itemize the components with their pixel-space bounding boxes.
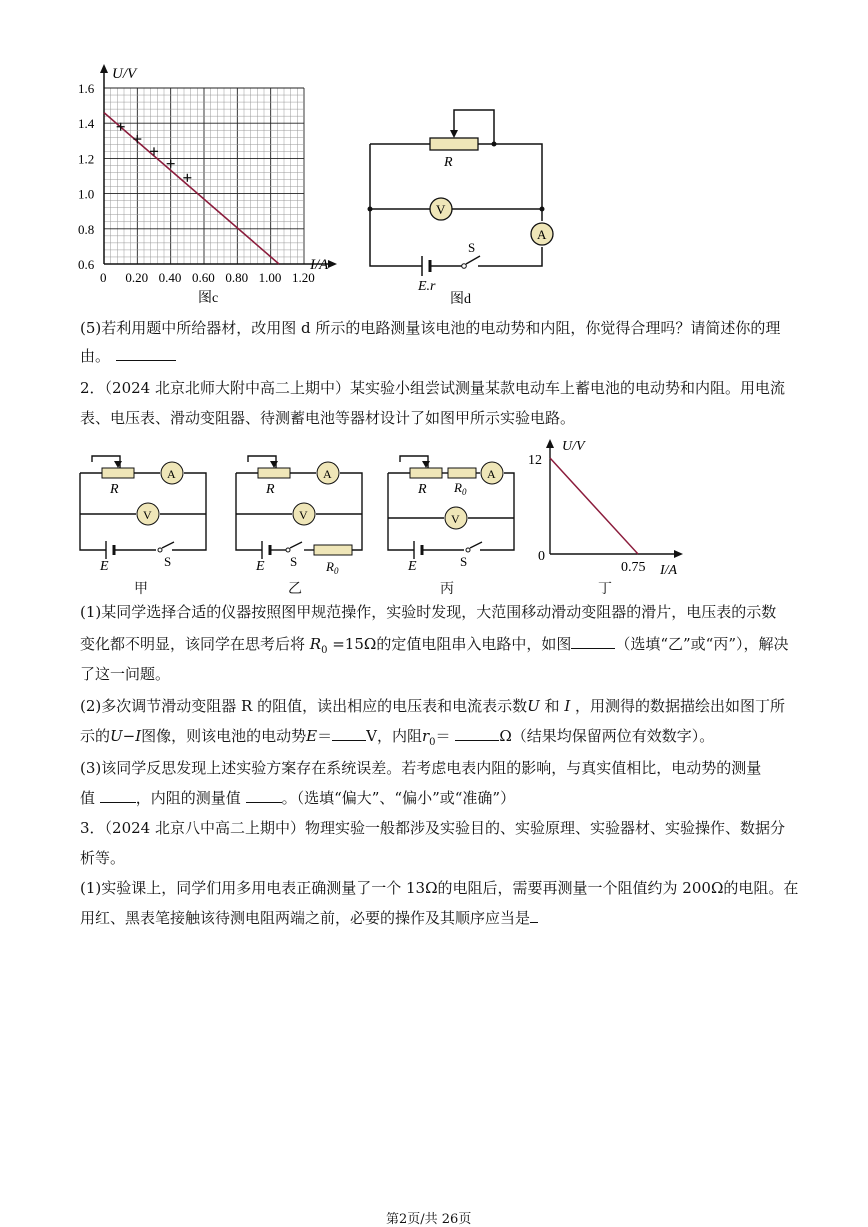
svg-text:A: A: [487, 467, 496, 481]
q2-title1: 2．（2024 北京北师大附中高二上期中）某实验小组尝试测量某款电动车上蓄电池的电动势和内阻。用电流: [80, 379, 785, 397]
q3-1-line1: (1)实验课上，同学们用多用电表正确测量了一个 13Ω的电阻后，需要再测量一个阻值约为 200Ω的电阻。在: [80, 879, 799, 897]
y-tick-label: 1.2: [78, 151, 95, 167]
x-tick-label: 1.20: [292, 270, 315, 285]
label-jia: 甲: [134, 581, 148, 597]
svg-text:12: 12: [528, 453, 542, 468]
u-i-line: [550, 458, 638, 554]
svg-text:R: R: [110, 482, 119, 497]
circuit-jia: [72, 450, 218, 575]
q2-1-line3: 了这一问题。: [80, 665, 171, 683]
svg-text:S: S: [290, 554, 298, 569]
svg-text:V: V: [143, 508, 152, 522]
svg-text:S: S: [460, 554, 468, 569]
data-point: [167, 160, 175, 168]
svg-text:E: E: [100, 559, 109, 574]
page-footer: 第2页/共 26页: [386, 1212, 472, 1227]
label-yi: 乙: [288, 581, 302, 597]
figure-d-circuit: [360, 96, 560, 308]
q1-5-line2: 由。: [80, 346, 176, 366]
q2-2-line2: 示的U−I图像，则该电池的电动势E＝ V，内阻$r_0= \Omega$（结果均保留两位有效数字）。: [80, 727, 715, 748]
svg-text:E: E: [408, 559, 417, 574]
answer-blank[interactable]: [571, 634, 615, 649]
answer-blank[interactable]: [332, 726, 366, 741]
answer-blank[interactable]: [116, 346, 176, 361]
svg-text:S: S: [468, 240, 476, 255]
svg-text:V: V: [436, 202, 446, 217]
svg-text:U/V: U/V: [562, 439, 585, 454]
circuit-bing: [380, 450, 526, 575]
answer-blank[interactable]: [246, 788, 282, 803]
data-point: [183, 174, 191, 182]
label-ding: 丁: [598, 581, 612, 597]
svg-text:E.r: E.r: [418, 279, 436, 294]
svg-text:A: A: [537, 227, 547, 242]
svg-text:0: 0: [538, 549, 545, 564]
svg-text:E: E: [256, 559, 265, 574]
svg-text:R: R: [418, 482, 427, 497]
answer-blank[interactable]: [530, 908, 538, 923]
y-tick-label: 1.0: [78, 186, 95, 202]
x-tick-label: 0: [100, 270, 107, 285]
svg-text:R0: $R_0$: [454, 480, 467, 497]
svg-text:R0: $R_0$: [326, 559, 339, 576]
y-axis-label: U/V: [112, 66, 137, 82]
q1-5-line1: (5)若利用题中所给器材，改用图 d 所示的电路测量该电池的电动势和内阻，你觉得合理吗？请简述你的理: [80, 319, 781, 337]
y-tick-label: 1.4: [78, 116, 95, 132]
svg-text:R: R: [444, 155, 453, 170]
x-tick-label: 0.40: [158, 270, 182, 285]
y-tick-label: 0.6: [78, 257, 95, 272]
figure-d-caption: 图d: [450, 292, 471, 307]
svg-text:0.75: 0.75: [621, 560, 646, 575]
svg-text:A: A: [167, 467, 176, 481]
x-tick-label: 0.60: [192, 270, 215, 285]
q2-1-line2: 变化都不明显，该同学在思考后将 $R_0 =15\Omega$的定值电阻串入电路中，如图 （选填“乙”或“丙”），解决: [80, 635, 789, 656]
fit-line: [104, 113, 279, 264]
grid: [104, 88, 304, 264]
circuit-yi: [228, 450, 374, 580]
q2-title2: 表、电压表、滑动变阻器、待测蓄电池等器材设计了如图甲所示实验电路。: [80, 409, 576, 427]
x-tick-label: 1.00: [258, 270, 282, 285]
x-tick-label: 0.20: [125, 270, 149, 285]
q2-3-line1: (3)该同学反思发现上述实验方案存在系统误差。若考虑电表内阻的影响，与真实值相比，电动势的测量: [80, 759, 762, 777]
q3-title2: 析等。: [80, 849, 126, 867]
q2-3-line2: 值 ，内阻的测量值 。（选填“偏大”、“偏小”或“准确”）: [80, 789, 516, 807]
svg-text:A: A: [323, 467, 332, 481]
answer-blank[interactable]: [100, 788, 136, 803]
q2-2-line1: (2)多次调节滑动变阻器 R 的阻值，读出相应的电压表和电流表示数U 和 I ，用测得的数据描绘出如图丁所: [80, 697, 786, 715]
svg-text:V: V: [299, 508, 308, 522]
figure-c-caption: 图c: [198, 291, 219, 306]
svg-text:R: R: [266, 482, 275, 497]
svg-text:S: S: [164, 554, 172, 569]
y-tick-label: 0.8: [78, 221, 95, 237]
svg-text:I/A: I/A: [660, 563, 678, 576]
answer-blank[interactable]: [455, 726, 499, 741]
q3-title1: 3．（2024 北京八中高二上期中）物理实验一般都涉及实验目的、实验原理、实验器材、实验操作、数据分: [80, 819, 785, 837]
q2-1-line1: (1)某同学选择合适的仪器按照图甲规范操作，实验时发现，大范围移动滑动变阻器的滑片，电压表的示数: [80, 603, 777, 621]
q3-1-line2: 用红、黑表笔接触该待测电阻两端之前，必要的操作及其顺序应当是: [80, 908, 538, 928]
y-tick-label: 1.6: [78, 81, 95, 96]
graph-ding: [528, 436, 688, 576]
label-bing: 丙: [440, 581, 454, 597]
data-point: [133, 135, 141, 143]
x-axis-label: I/A: [310, 257, 329, 273]
figure-c-graph: [78, 62, 338, 308]
x-tick-label: 0.80: [225, 270, 249, 285]
svg-text:V: V: [451, 512, 460, 526]
